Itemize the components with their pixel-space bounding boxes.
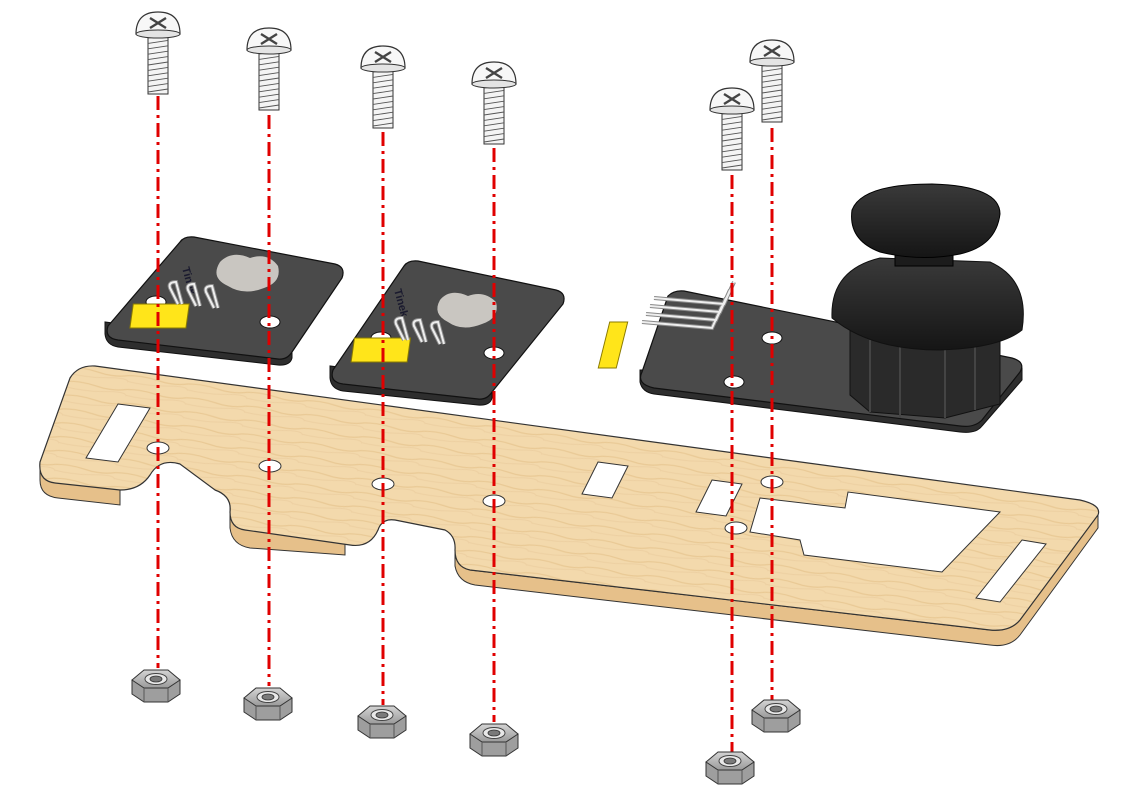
- joystick-body: [832, 184, 1023, 418]
- hex-nut-1: [132, 670, 180, 702]
- screw-1: [136, 12, 180, 94]
- sensor-module-2: [330, 261, 564, 405]
- joystick-module: [598, 184, 1023, 432]
- nuts: [132, 670, 800, 784]
- screw-5: [710, 88, 754, 170]
- screw-2: [247, 28, 291, 110]
- screws: [136, 12, 794, 170]
- hex-nut-4: [470, 724, 518, 756]
- screw-6: [750, 40, 794, 122]
- hex-nut-6: [752, 700, 800, 732]
- board-label-2: Tinek: [391, 287, 411, 319]
- sensor-module-1: [105, 237, 343, 365]
- hex-nut-5: [706, 752, 754, 784]
- screw-3: [361, 46, 405, 128]
- hex-nut-2: [244, 688, 292, 720]
- hex-nut-3: [358, 706, 406, 738]
- board-label-1: Tinek: [179, 265, 199, 297]
- screw-4: [472, 62, 516, 144]
